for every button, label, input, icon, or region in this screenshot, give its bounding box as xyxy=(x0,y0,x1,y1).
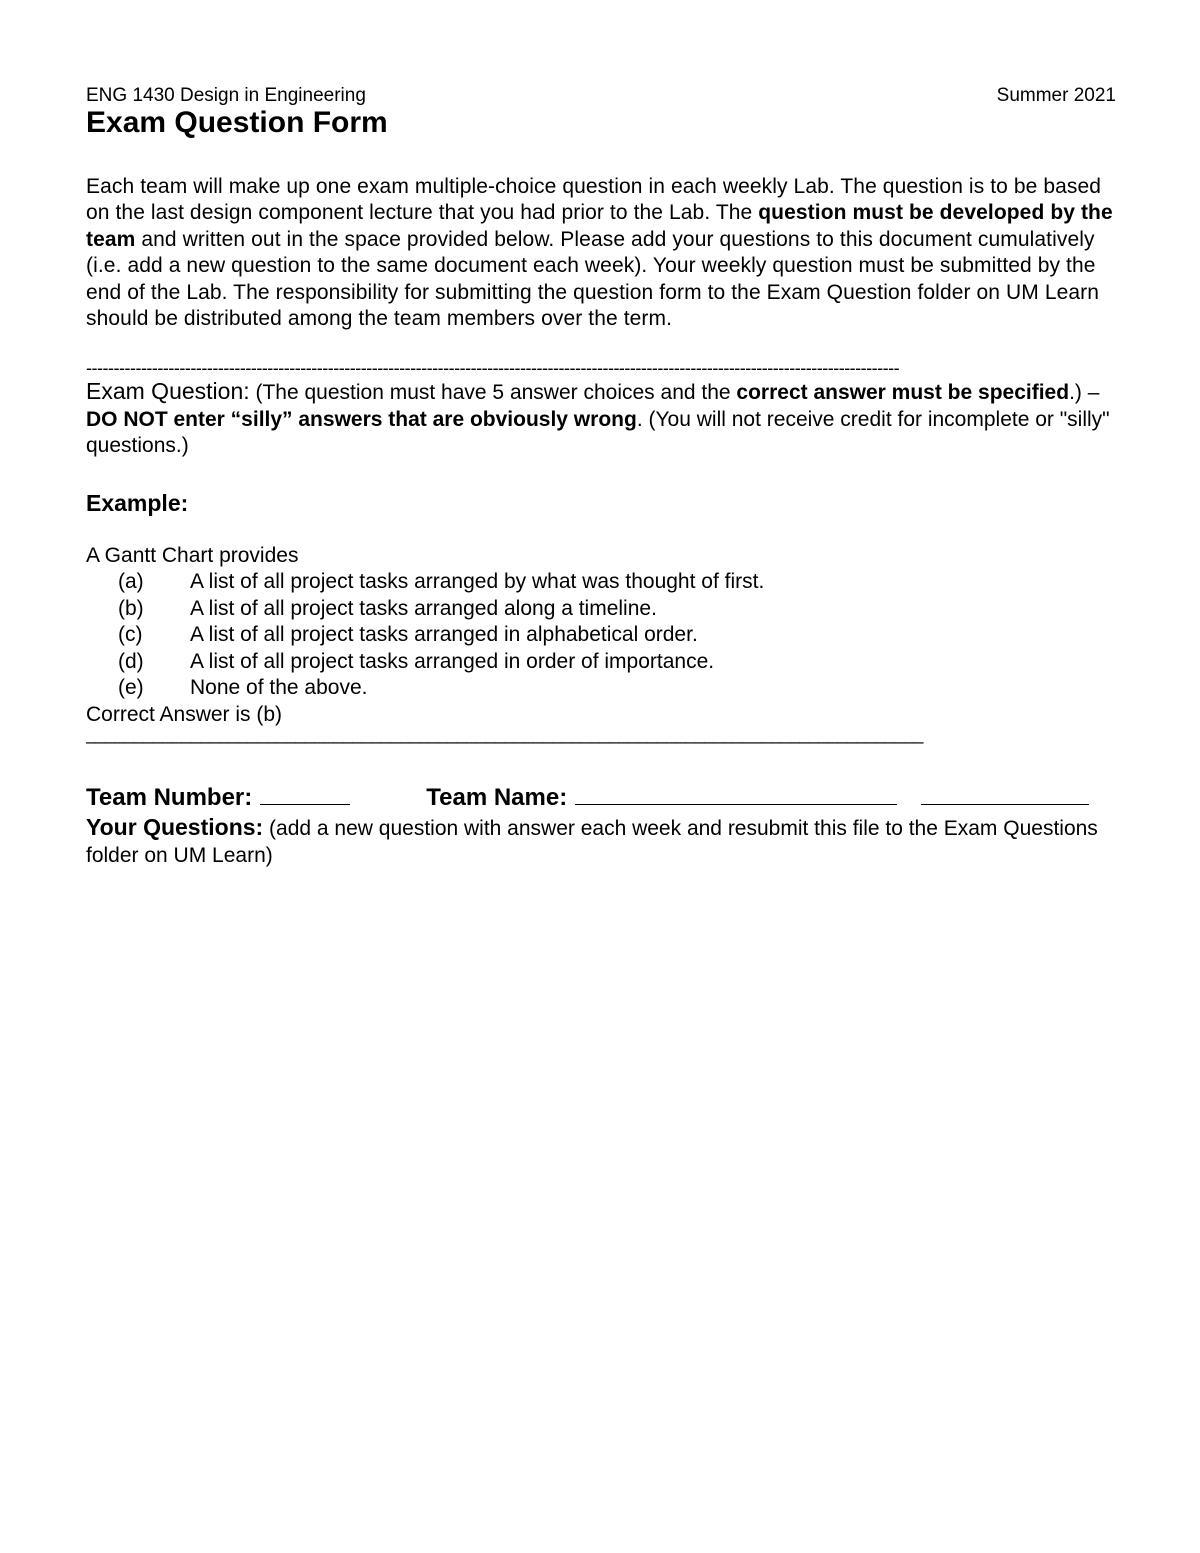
document-page xyxy=(86,84,1116,869)
correct-answer: Correct Answer is (b) xyxy=(86,703,283,727)
eq-bold-2: DO NOT enter “silly” answers that are obviously wrong xyxy=(86,407,637,431)
intro-text-1: Each team will make up one exam multiple-choice question in each weekly Lab. The question is to be based on the last design component lecture that you had prior to the Lab. The xyxy=(86,175,1102,225)
option-letter: (a) xyxy=(118,570,144,594)
list-item xyxy=(86,649,1116,676)
extra-blank-field[interactable] xyxy=(921,784,1089,805)
list-item xyxy=(86,622,1116,649)
eq-text-3: . (You will not receive credit for incomplete or "silly" questions.) xyxy=(86,407,1110,458)
list-item xyxy=(86,596,1116,623)
team-number-field[interactable] xyxy=(260,784,350,805)
option-letter: (b) xyxy=(118,596,144,620)
exam-question-heading: Exam Question: xyxy=(86,378,250,405)
page-title: Exam Question Form xyxy=(86,106,388,139)
course-name: ENG 1430 Design in Engineering xyxy=(86,85,366,106)
intro-bold-1: question must be developed by the team xyxy=(86,201,1113,251)
your-questions-text: (add a new question with answer each week and resubmit this file to the Exam Questions folder on UM Learn) xyxy=(86,817,1098,868)
option-text: A list of all project tasks arranged by what was thought of first. xyxy=(190,570,765,594)
separator-top: ---------------------------------------------------------------------------------------------------------------------------------------------------- xyxy=(86,358,900,379)
option-text: None of the above. xyxy=(190,676,368,700)
your-questions-label: Your Questions: xyxy=(86,814,264,841)
exam-question-instructions xyxy=(86,378,1116,459)
your-questions-paragraph xyxy=(86,814,1116,869)
eq-text-2: .) – xyxy=(1069,381,1100,405)
option-text: A list of all project tasks arranged along a timeline. xyxy=(190,596,657,620)
eq-bold-1: correct answer must be specified xyxy=(736,381,1070,405)
eq-text-1: (The question must have 5 answer choices and the xyxy=(249,381,737,405)
option-text: A list of all project tasks arranged in order of importance. xyxy=(190,649,715,673)
list-item xyxy=(86,675,1116,702)
team-number-label: Team Number: xyxy=(86,784,253,812)
team-name-field[interactable] xyxy=(575,784,897,805)
option-letter: (c) xyxy=(118,623,143,647)
team-name-label: Team Name: xyxy=(426,784,568,812)
example-options-list xyxy=(86,569,1116,702)
intro-text-2: and written out in the space provided below. Please add your questions to this document cumulatively (i.e. add a new question to the same document each week). Your weekly question must be submitted by the end of the Lab. The responsibility for submitting the question form to the Exam Question folder on UM Learn should be distributed among the team members over the term. xyxy=(86,227,1100,331)
separator-bottom: ________________________________________________________________________________________ xyxy=(86,724,923,745)
term-label: Summer 2021 xyxy=(996,85,1116,106)
option-letter: (e) xyxy=(118,676,144,700)
example-question: A Gantt Chart provides xyxy=(86,543,299,567)
option-text: A list of all project tasks arranged in alphabetical order. xyxy=(190,623,698,647)
list-item xyxy=(86,569,1116,596)
team-info-row xyxy=(86,784,1116,812)
example-heading: Example: xyxy=(86,489,189,516)
document-header xyxy=(86,84,1116,108)
option-letter: (d) xyxy=(118,649,144,673)
intro-paragraph xyxy=(86,174,1116,332)
